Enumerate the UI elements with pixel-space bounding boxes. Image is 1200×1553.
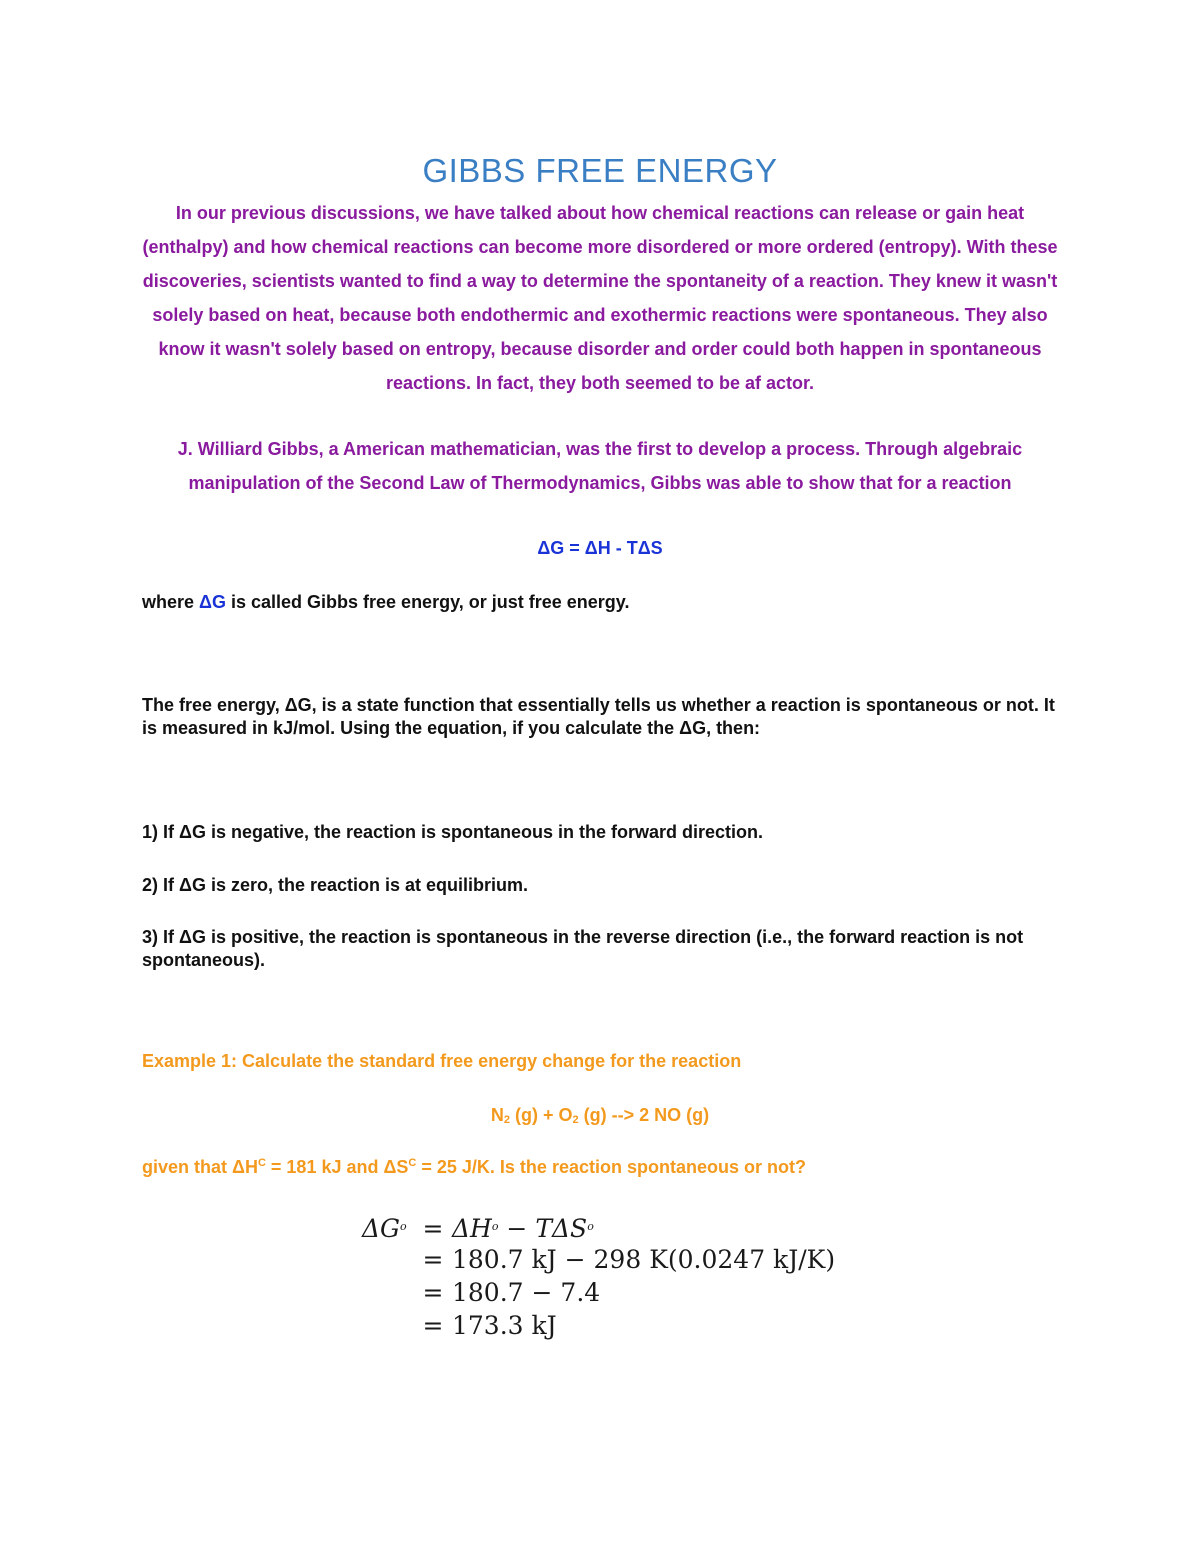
calc-lhs: $\Delta G^o$ <box>362 1214 407 1243</box>
rule-zero: 2) If ΔG is zero, the reaction is at equilibrium. <box>142 875 529 895</box>
calc-row-2 <box>362 1243 862 1276</box>
calculation-block <box>362 1210 862 1342</box>
calc-line-1: $\Delta H^o - T\Delta S^o$ <box>452 1214 594 1243</box>
intro-paragraph: In our previous discussions, we have talked about how chemical reactions can release or gain heat (enthalpy) and how chemical reactions can become more disordered or more ordered (entropy). With these discoveries, scientists wanted to find a way to determine the spontaneity of a reaction. They knew it wasn't solely based on heat, because both endothermic and exothermic reactions were spontaneous. They also know it wasn't solely based on entropy, because disorder and order could both happen in spontaneous reactions. In fact, they both seemed to be af actor. <box>142 203 1058 393</box>
reaction-rest: (g) --> 2 NO (g) <box>578 1105 710 1125</box>
delta-g-symbol: ΔG <box>199 592 226 612</box>
calc-line-3: 180.7 − 7.4 <box>452 1278 601 1307</box>
calc-row-4 <box>362 1309 862 1342</box>
where-prefix: where <box>142 592 200 612</box>
rule-negative: 1) If ΔG is negative, the reaction is spontaneous in the forward direction. <box>142 822 764 842</box>
calc-equals-4: = <box>422 1311 444 1340</box>
reaction-n: N <box>490 1105 504 1125</box>
calc-line-2: 180.7 kJ − 298 K(0.0247 kJ/K) <box>452 1245 836 1274</box>
where-sentence <box>142 591 1062 614</box>
given-part-3: = 25 J/K. Is the reaction spontaneous or not? <box>416 1157 806 1177</box>
example-heading: Example 1: Calculate the standard free energy change for the reaction <box>142 1051 742 1071</box>
calc-equals-3: = <box>422 1278 444 1307</box>
gibbs-paragraph: J. Williard Gibbs, a American mathematician, was the first to develop a process. Through algebraic manipulation of the Second Law of Thermodynamics, Gibbs was able to show that for a reaction <box>177 439 1023 493</box>
given-part-2: = 181 kJ and ΔS <box>265 1157 409 1177</box>
given-sup-2: C <box>408 1157 417 1169</box>
given-part-1: given that ΔH <box>142 1157 258 1177</box>
state-function-paragraph: The free energy, ΔG, is a state function that essentially tells us whether a reaction is spontaneous or not. It is measured in kJ/mol. Using the equation, if you calculate the ΔG, then: <box>142 695 1055 738</box>
calc-equals-1: = <box>422 1214 444 1243</box>
calc-equals-2: = <box>422 1245 444 1274</box>
given-sup-1: C <box>257 1157 266 1169</box>
gibbs-equation: ΔG = ΔH - TΔS <box>537 538 663 558</box>
rule-positive: 3) If ΔG is positive, the reaction is spontaneous in the reverse direction (i.e., the forward reaction is not spontaneous). <box>142 927 1024 970</box>
reaction-o-sub: 2 <box>572 1114 579 1126</box>
calc-row-3 <box>362 1276 862 1309</box>
reaction-equation <box>0 1105 1200 1126</box>
page-title: GIBBS FREE ENERGY <box>422 152 778 189</box>
calc-line-4: 173.3 kJ <box>452 1311 557 1340</box>
where-suffix: is called Gibbs free energy, or just free energy. <box>225 592 630 612</box>
reaction-middle: (g) + O <box>510 1105 573 1125</box>
calc-row-1 <box>362 1210 862 1243</box>
given-sentence <box>142 1157 806 1178</box>
reaction-n-sub: 2 <box>503 1114 510 1126</box>
